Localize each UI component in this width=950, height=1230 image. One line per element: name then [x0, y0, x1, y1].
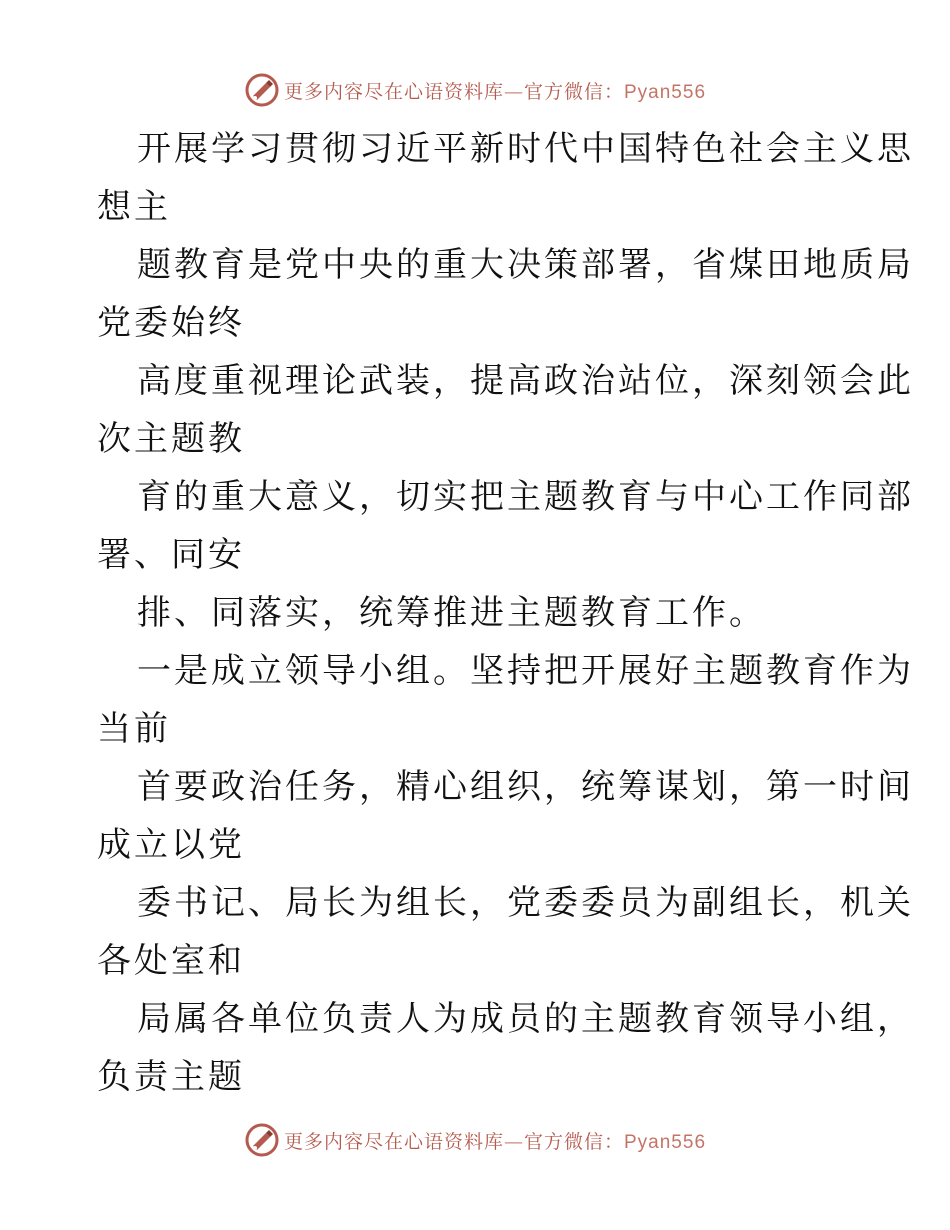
watermark-text: 更多内容尽在心语资料库—官方微信：Pyan556: [283, 1130, 707, 1153]
document-body: [97, 120, 914, 1106]
text-line: 次主题教: [97, 419, 245, 459]
header-watermark-banner: [0, 70, 950, 110]
text-line: 题教育是党中央的重大决策部署，省煤田地质局: [137, 245, 914, 285]
text-line: 首要政治任务，精心组织，统筹谋划，第一时间: [137, 767, 914, 807]
pen-logo-icon: [244, 72, 280, 108]
text-line: 负责主题: [97, 1057, 245, 1097]
text-line: 委书记、局长为组长，党委委员为副组长，机关: [137, 883, 914, 923]
text-line: 想主: [97, 187, 171, 227]
text-line: 育的重大意义，切实把主题教育与中心工作同部: [137, 477, 914, 517]
text-line: 当前: [97, 709, 171, 749]
text-line: 党委始终: [97, 303, 245, 343]
watermark-text: 更多内容尽在心语资料库—官方微信：Pyan556: [283, 80, 707, 103]
text-line: 排、同落实，统筹推进主题教育工作。: [137, 593, 766, 633]
text-line: 开展学习贯彻习近平新时代中国特色社会主义思: [137, 129, 914, 169]
text-line: 成立以党: [97, 825, 245, 865]
text-line: 各处室和: [97, 941, 245, 981]
pen-logo-icon: [244, 1122, 280, 1158]
text-line: 局属各单位负责人为成员的主题教育领导小组，: [137, 999, 914, 1039]
text-line: 一是成立领导小组。坚持把开展好主题教育作为: [137, 651, 914, 691]
text-line: 署、同安: [97, 535, 245, 575]
text-line: 高度重视理论武装，提高政治站位，深刻领会此: [137, 361, 914, 401]
footer-watermark-banner: [0, 1120, 950, 1160]
